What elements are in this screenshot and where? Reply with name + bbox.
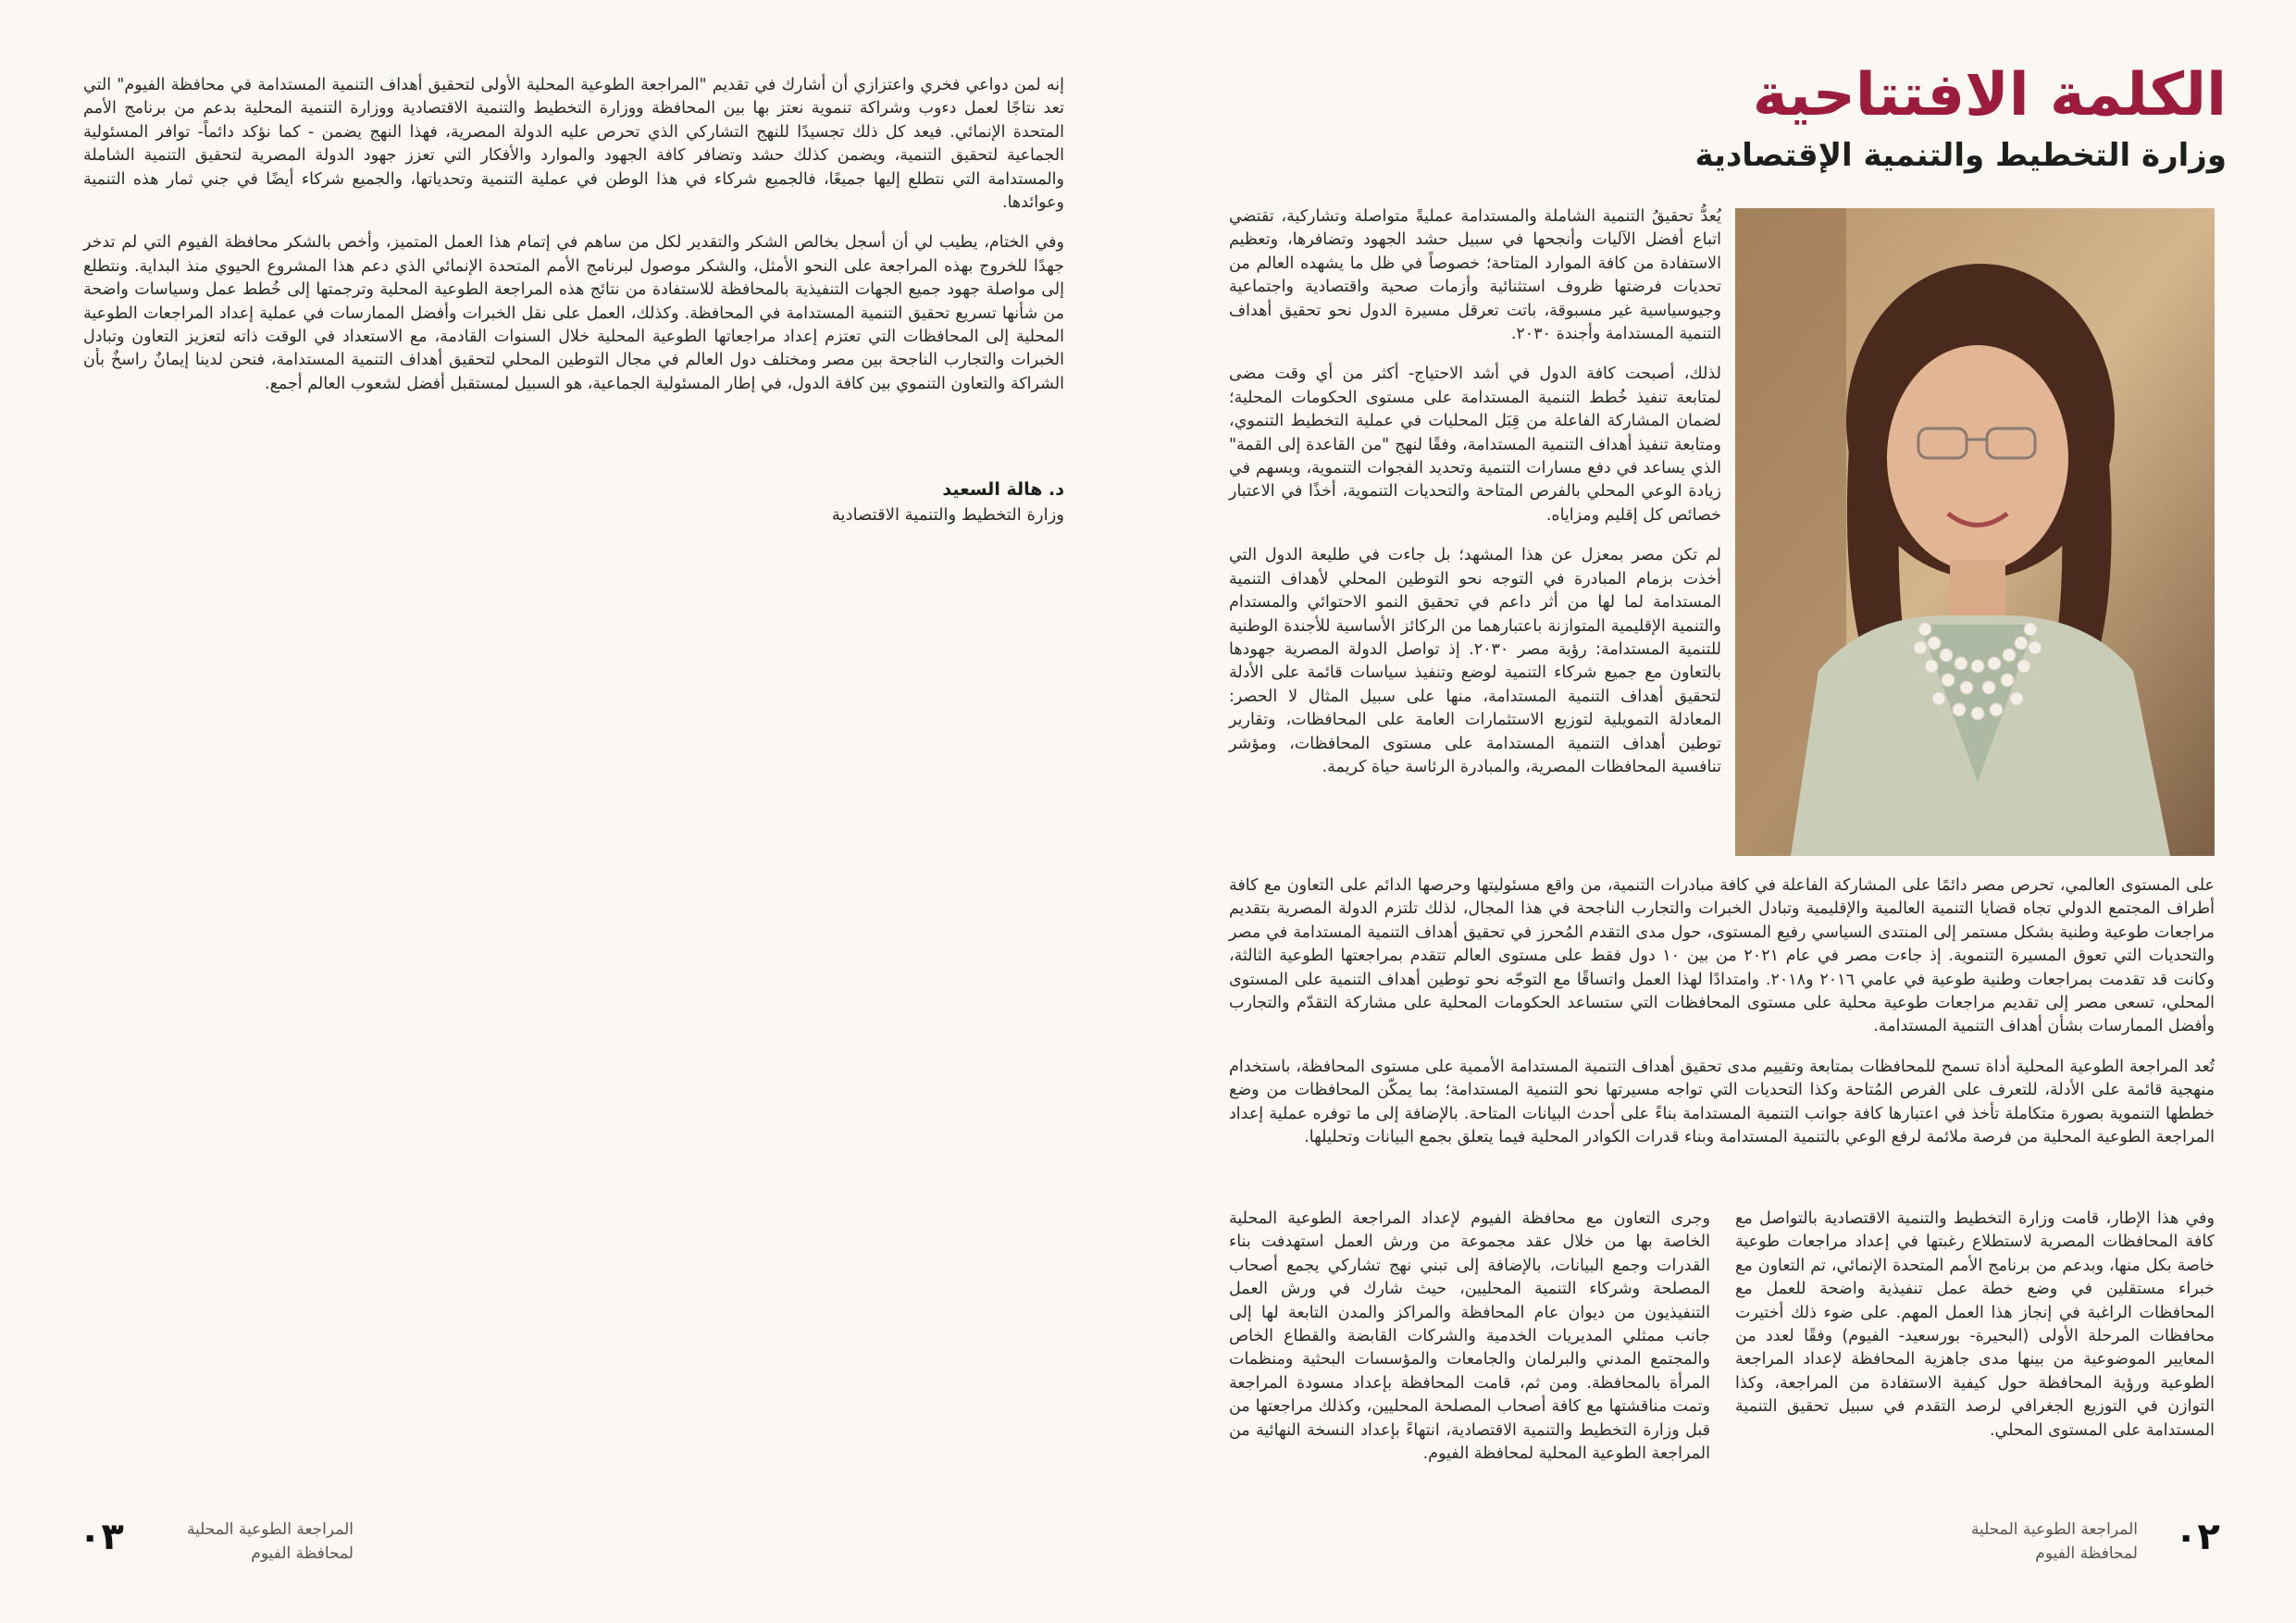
footer-line-2: لمحافظة الفيوم bbox=[251, 1544, 354, 1563]
closing-paragraph: وفي الختام، يطيب لي أن أسجل بخالص الشكر والتقدير لكل من ساهم في إتمام هذا العمل المتميز، وأخص بالشكر محافظة الفيوم التي لم تدخر جهدًا للخروج بهذه المراجعة على النحو الأمثل، والشكر موصول لبرنامج الأمم المتحدة الإنمائي الذي دعم هذا المشروع الحيوي منذ البداية. ونتطلع إلى مواصلة جهود جميع الجهات التنفيذية بالمحافظة للاستفادة من نتائج هذه المراجعة الطوعية المحلية وترجمتها إلى خُطط عمل وسياسات واضحة من شأنها تسريع تحقيق التنمية المستدامة في المحافظة. وكذلك، العمل على نقل الخبرات وأفضل الممارسات في عملية إعداد المراجعات الطوعية المحلية إلى المحافظات التي تعتزم إعداد مراجعاتها الطوعية المحلية خلال السنوات القادمة، مع الاستعداد في الوقت ذاته لتعزيز التعاون وتبادل الخبرات والتجارب الناجحة بين مصر ومختلف دول العالم في مجال التوطين المحلي لتحقيق أهداف التنمية المستدامة، فنحن لدينا إيمانٌ راسخٌ بأن الشراكة والتعاون التنموي بين كافة الدول، في إطار المسئولية الجماعية، هو السبيل لمستقبل أفضل لشعوب العالم أجمع. bbox=[83, 233, 1064, 393]
left-page-body bbox=[83, 74, 1064, 396]
footer-left bbox=[111, 1518, 354, 1566]
intro-paragraph-2: لذلك، أصبحت كافة الدول في أشد الاحتياج- أكثر من أي وقت مضى لمتابعة تنفيذ خُطط التنمية المستدامة على مستوى الحكومات المحلية؛ لضمان المشاركة الفاعلة من قِبَل المحليات في عملية التخطيط التنموي، ومتابعة تنفيذ أهداف التنمية المستدامة، وفقًا لنهج "من القاعدة إلى القمة" الذي يساعد في دفع مسارات التنمية وتحديد الفجوات التنموية، ويسهم في زيادة الوعي المحلي بالفرص المتاحة والتحديات التنموية، أخذًا في الاعتبار خصائص كل إقليم ومزاياه. bbox=[1229, 365, 1721, 525]
cooperation-paragraph: وجرى التعاون مع محافظة الفيوم لإعداد المراجعة الطوعية المحلية الخاصة بها من خلال عقد مجموعة من ورش العمل استهدفت بناء القدرات وجمع البيانات، بالإضافة إلى تبني نهج تشاركي يجمع أصحاب المصلحة وشركاء التنمية المحليين، حيث شارك في ورش العمل التنفيذيون من ديوان عام المحافظة والمراكز والمدن التابعة لها إلى جانب ممثلي المديريات الخدمية والشركات القابضة والقطاع الخاص والمجتمع المدني والبرلمان والجامعات والمؤسسات البحثية ومنظمات المرأة بالمحافظة. ومن ثم، قامت المحافظة بإعداد مسودة المراجعة وتمت مناقشتها مع كافة أصحاب المصلحة المحليين، وكذلك مراجعتها من قبل وزارة التخطيط والتنمية الاقتصادية، انتهاءً بإعداد النسخة النهائية من المراجعة الطوعية المحلية لمحافظة الفيوم. bbox=[1229, 1209, 1710, 1464]
page-subtitle: وزارة التخطيط والتنمية الإقتصادية bbox=[1694, 137, 2227, 174]
page-title: الكلمة الافتتاحية bbox=[1752, 61, 2227, 130]
footer-right bbox=[1897, 1518, 2138, 1566]
footer-line-2: لمحافظة الفيوم bbox=[2035, 1544, 2138, 1563]
signature-name: د. هالة السعيد bbox=[942, 479, 1064, 500]
intro-paragraph-1: يُعدُّ تحقيقُ التنمية الشاملة والمستدامة عمليةً متواصلة وتشاركية، تقتضي اتباع أفضل الآليات وأنجحها في سبيل حشد الجهود وتضافرها، وتعظيم الاستفادة من كافة الموارد المتاحة؛ خصوصاً في ظل ما يشهده العالم من تحديات فرضتها ظروف استثنائية وأزمات صحية واقتصادية واجتماعية وجيوسياسية غير مسبوقة، باتت تعرقل مسيرة الدول نحو تحقيق أهداف التنمية المستدامة وأجندة ٢٠٣٠. bbox=[1229, 207, 1721, 344]
cooperation-column bbox=[1229, 1208, 1710, 1466]
portrait-photo bbox=[1735, 208, 2215, 856]
opening-paragraph: إنه لمن دواعي فخري واعتزازي أن أشارك في تقديم "المراجعة الطوعية المحلية الأولى لتحقيق أهداف التنمية المستدامة في محافظة الفيوم" التي تعد نتاجًا لعمل دءوب وشراكة تنموية نعتز بها بين المحافظة ووزارة التخطيط والتنمية الاقتصادية ووزارة التنمية المحلية بدعم من برنامج الأمم المتحدة الإنمائي. فيعد كل ذلك تجسيدًا للنهج التشاركي الذي تحرص عليه الدولة المصرية، فهذا النهج يضمن - كما نؤكد دائماً- توافر المسئولية الجماعية لتحقيق التنمية، ويضمن كذلك حشد وتضافر كافة الجهود والموارد والأفكار التي تعزز جهود الدولة المصرية لتحقيق التنمية الشاملة والمستدامة التي نتطلع إليها جميعًا، فالجميع شركاء في هذا الوطن في عملية التنمية وتحدياتها، والجميع شركاء أيضًا في جني ثمار هذه التنمية وعوائدها. bbox=[83, 76, 1064, 213]
vlr-paragraph: تُعد المراجعة الطوعية المحلية أداة تسمح للمحافظات بمتابعة وتقييم مدى تحقيق أهداف التنمية المستدامة الأممية على مستوى المحافظة، باستخدام منهجية قائمة على الأدلة، للتعرف على الفرص المُتاحة وكذا التحديات التي تواجه مسيرتها نحو التنمية المستدامة؛ بما يمكّن المحافظات من وضع خططها التنموية بصورة متكاملة تأخذ في اعتبارها كافة جوانب التنمية المستدامة بناءً على أحدث البيانات المتاحة. بالإضافة إلى ما توفره عملية إعداد المراجعة الطوعية المحلية من فرصة ملائمة لرفع الوعي بالتنمية المستدامة وبناء قدرات الكوادر المحلية فيما يتعلق بجمع البيانات وتحليلها. bbox=[1229, 1057, 2215, 1147]
intro-paragraph-3: لم تكن مصر بمعزل عن هذا المشهد؛ بل جاءت في طليعة الدول التي أخذت بزمام المبادرة في التوجه نحو التوطين المحلي لأهداف التنمية المستدامة لما لها من أثر داعم في تحقيق النمو الاحتوائي والمستدام والتنمية الإقليمية المتوازنة باعتبارهما من الركائز الأساسية للأجندة الوطنية للتنمية المستدامة: رؤية مصر ٢٠٣٠. إذ تواصل الدولة المصرية جهودها بالتعاون مع جميع شركاء التنمية لوضع وتنفيذ سياسات قائمة على الأدلة لتحقيق أهداف التنمية المستدامة، منها على سبيل المثال لا الحصر: المعادلة التمويلية لتوزيع الاستثمارات العامة على المحافظات، وتقارير توطين أهداف التنمية المستدامة على مستوى المحافظات، ومؤشر تنافسية المحافظات المصرية، والمبادرة الرئاسة حياة كريمة. bbox=[1229, 546, 1721, 776]
signature-block bbox=[694, 479, 1064, 525]
global-paragraph: على المستوى العالمي، تحرص مصر دائمًا على المشاركة الفاعلة في كافة مبادرات التنمية، من واقع مسئوليتها وحرصها الدائم على التعاون مع كافة أطراف المجتمع الدولي تجاه قضايا التنمية العالمية والإقليمية وتبادل الخبرات والتجارب الناجحة في هذا المجال، لذلك تلتزم الدولة المصرية بتقديم مراجعات طوعية وطنية بشكل مستمر إلى المنتدى السياسي رفيع المستوى، حول مدى التقدم المُحرز في تحقيق أهداف التنمية المستدامة في مصر والتحديات التي تعوق المسيرة التنموية. إذ جاءت مصر في عام ٢٠٢١ من بين ١٠ دول فقط على مستوى العالم تتقدم بمراجعتها الطوعية الثالثة، وكانت قد تقدمت بمراجعات وطنية طوعية في عامي ٢٠١٦ و٢٠١٨. وامتدادًا لهذا العمل واتساقًا مع التوجّه نحو توطين أهداف التنمية على المستوى المحلي، تسعى مصر إلى تقديم مراجعات طوعية محلية على مستوى المحافظات التي ستساعد الحكومات المحلية على مشاركة التقدّم والتجارب وأفضل الممارسات بشأن أهداف التنمية المستدامة. bbox=[1229, 876, 2215, 1036]
footer-line-1: المراجعة الطوعية المحلية bbox=[1970, 1520, 2138, 1539]
portrait-illustration bbox=[1735, 208, 2215, 856]
page-number-left: ٠٣ bbox=[79, 1516, 124, 1558]
global-section bbox=[1229, 874, 2215, 1149]
intro-column bbox=[1229, 205, 1721, 779]
signature-role: وزارة التخطيط والتنمية الاقتصادية bbox=[831, 505, 1064, 525]
framework-paragraph: وفي هذا الإطار، قامت وزارة التخطيط والتنمية الاقتصادية بالتواصل مع كافة المحافظات المصرية لاستطلاع رغبتها في إعداد مراجعات طوعية خاصة بكل منها، وبدعم من برنامج الأمم المتحدة الإنمائي، تم التعاون مع خبراء مستقلين في وضع خطة عمل تنفيذية واضحة للعمل مع المحافظات الراغبة في إنجاز هذا العمل المهم. على ضوء ذلك أختيرت محافظات المرحلة الأولى (البحيرة- بورسعيد- الفيوم) وفقًا لعدد من المعايير الموضوعية من بينها مدى جاهزية المحافظة لإعداد المراجعة الطوعية ورؤية المحافظة حول كيفية الاستفادة من المراجعة، وكذا التوازن في التوزيع الجغرافي لرصد التقدم في سبيل تحقيق التنمية المستدامة على المستوى المحلي. bbox=[1735, 1209, 2215, 1440]
page-number-right: ٠٢ bbox=[2175, 1516, 2220, 1558]
framework-column bbox=[1735, 1208, 2215, 1443]
footer-line-1: المراجعة الطوعية المحلية bbox=[186, 1520, 354, 1539]
